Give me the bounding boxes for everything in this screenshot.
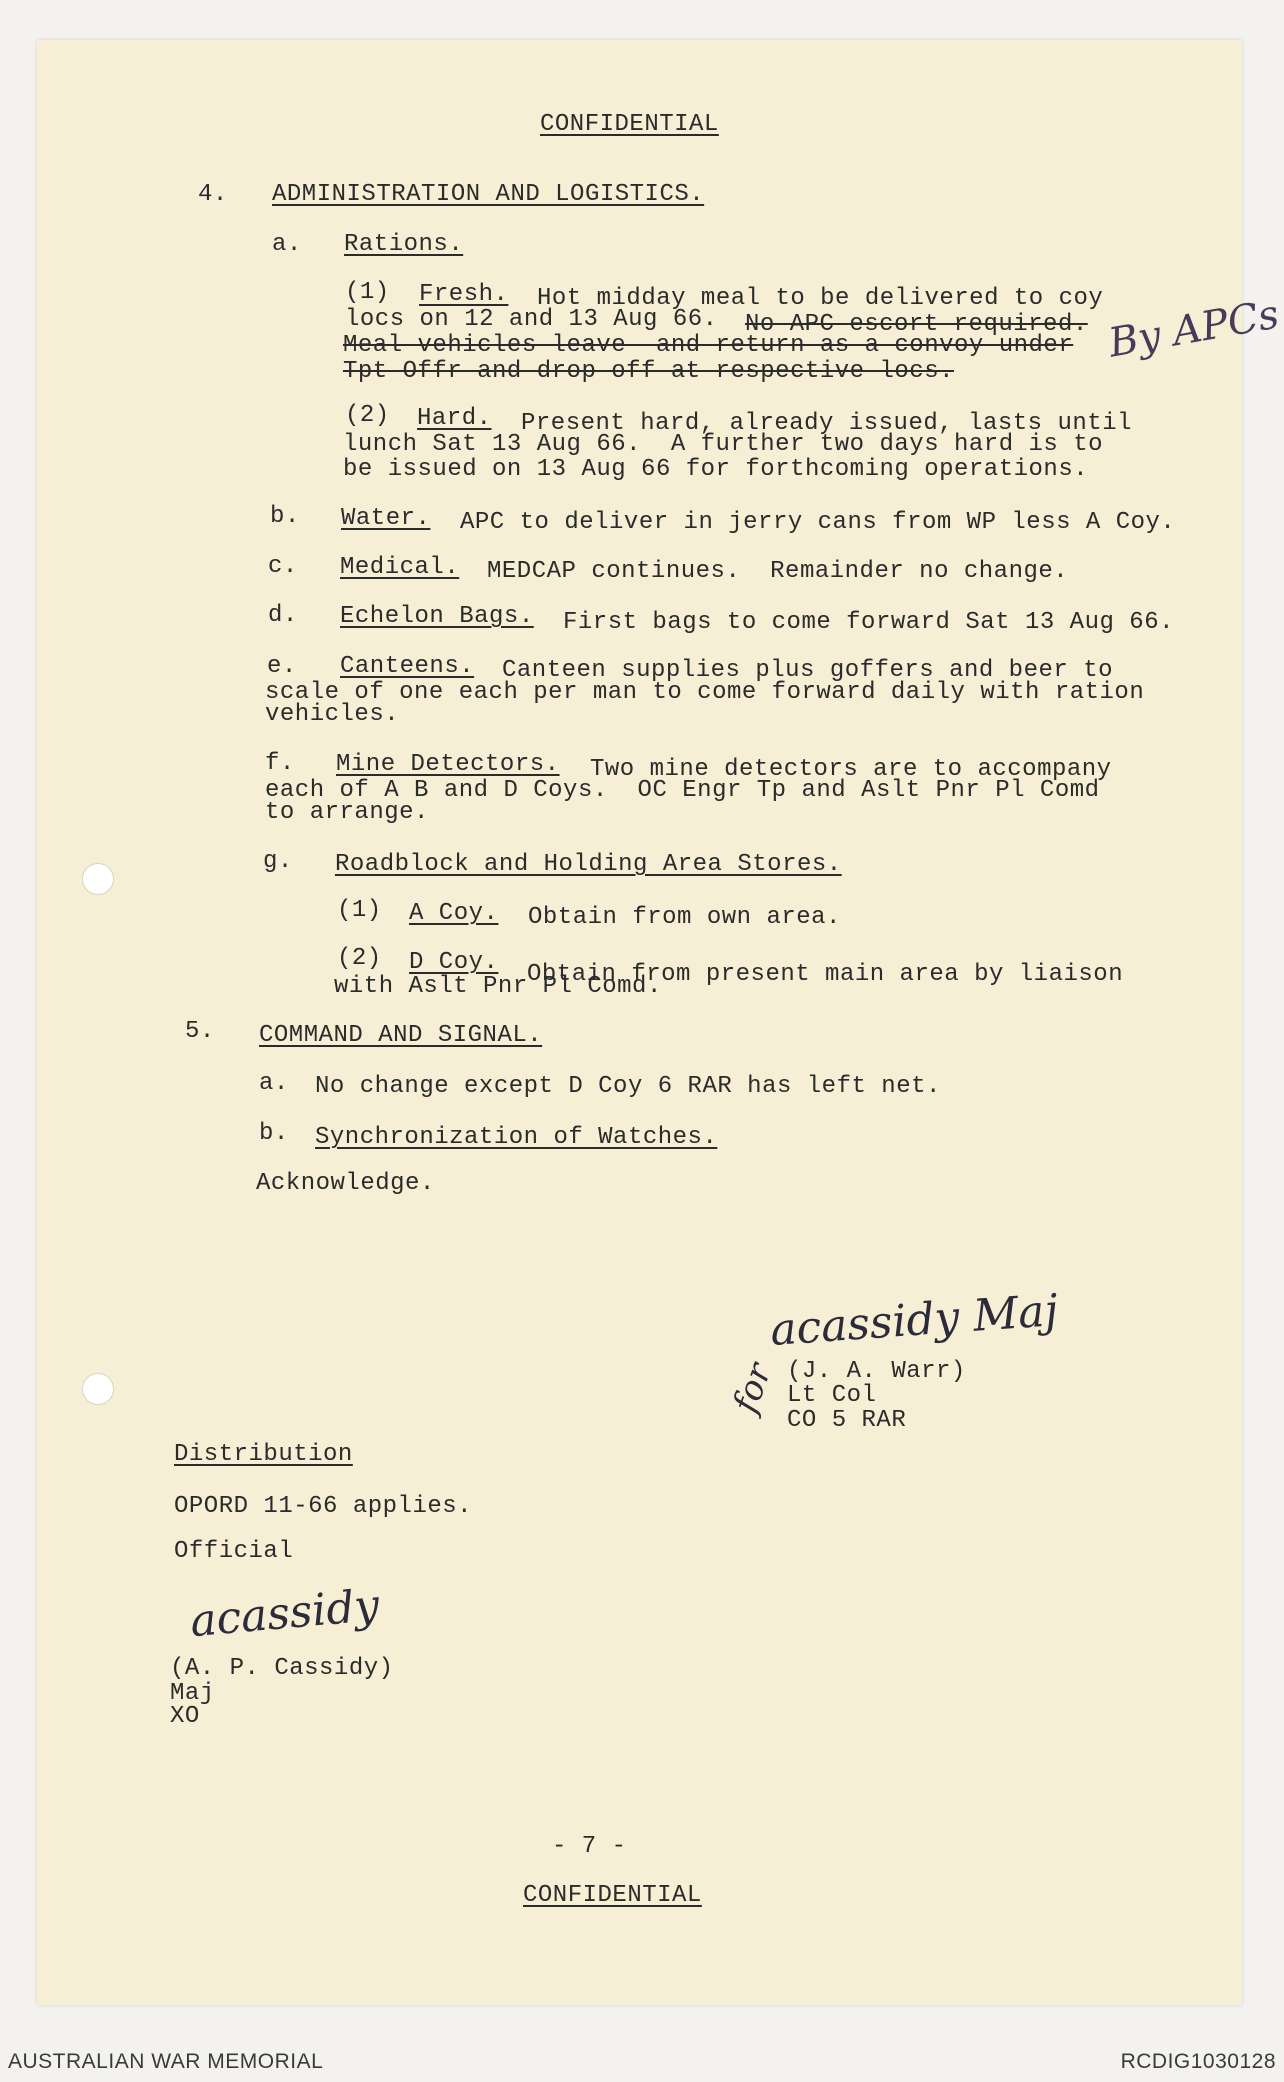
acknowledge-text: Acknowledge. xyxy=(256,1170,435,1197)
para-text: Hot midday meal to be delivered to coy xyxy=(537,285,1104,312)
para-text: be issued on 13 Aug 66 for forthcoming operations. xyxy=(343,456,1089,483)
subpara-number: (2) xyxy=(337,945,382,972)
subpara-number: (2) xyxy=(345,402,390,429)
para-letter: f. xyxy=(265,750,295,777)
official-rank: Maj xyxy=(170,1680,215,1707)
para-text: MEDCAP continues. Remainder no change. xyxy=(487,558,1069,585)
punch-hole xyxy=(82,863,114,895)
page-number: - 7 - xyxy=(552,1833,627,1860)
signature: acassidy Maj xyxy=(768,1285,1060,1356)
para-text: with Aslt Pnr Pl Comd. xyxy=(334,973,662,1000)
subpara-number: (1) xyxy=(345,279,390,306)
archive-id: RCDIG1030128 xyxy=(1120,2050,1276,2073)
para-title: Roadblock and Holding Area Stores. xyxy=(335,851,842,878)
for-annotation: for xyxy=(725,1357,780,1419)
classification-footer: CONFIDENTIAL xyxy=(523,1882,702,1909)
para-text: First bags to come forward Sat 13 Aug 66. xyxy=(563,609,1174,636)
official-appointment: XO xyxy=(170,1703,200,1730)
para-text: locs on 12 and 13 Aug 66. xyxy=(345,306,718,333)
signatory-name: (J. A. Warr) xyxy=(787,1358,966,1385)
distribution-text: OPORD 11-66 applies. xyxy=(174,1493,473,1520)
para-text: No change except D Coy 6 RAR has left net. xyxy=(315,1073,941,1100)
para-text: to arrange. xyxy=(265,799,429,826)
para-text: Obtain from own area. xyxy=(528,904,841,931)
para-title: Rations. xyxy=(344,231,464,258)
official-label: Official xyxy=(174,1538,294,1565)
para-letter: c. xyxy=(268,553,298,580)
para-text: vehicles. xyxy=(265,701,400,728)
para-title: Synchronization of Watches. xyxy=(315,1124,718,1151)
subpara-number: (1) xyxy=(337,897,382,924)
para-text: Obtain from present main area by liaison xyxy=(527,961,1124,988)
para-title: Water. xyxy=(341,505,431,532)
subpara-title: D Coy. xyxy=(409,949,499,976)
para-letter: d. xyxy=(268,602,298,629)
para-title: Mine Detectors. xyxy=(336,751,560,778)
section-number: 5. xyxy=(185,1018,215,1045)
para-letter: a. xyxy=(272,231,302,258)
signatory-appointment: CO 5 RAR xyxy=(787,1407,907,1434)
para-letter: a. xyxy=(259,1070,289,1097)
para-text: each of A B and D Coys. OC Engr Tp and Aslt Pnr Pl Comd xyxy=(265,777,1100,804)
punch-hole xyxy=(82,1373,114,1405)
section-title: ADMINISTRATION AND LOGISTICS. xyxy=(272,181,705,208)
subpara-title: Hard. xyxy=(417,405,492,432)
para-text: Canteen supplies plus goffers and beer to xyxy=(502,657,1113,684)
section-number: 4. xyxy=(198,181,228,208)
para-letter: b. xyxy=(270,503,300,530)
para-text: APC to deliver in jerry cans from WP less A Coy. xyxy=(460,509,1176,536)
para-title: Medical. xyxy=(340,554,460,581)
para-text: lunch Sat 13 Aug 66. A further two days hard is to xyxy=(343,431,1104,458)
archive-label: AUSTRALIAN WAR MEMORIAL xyxy=(8,2050,324,2073)
subpara-title: A Coy. xyxy=(409,900,499,927)
distribution-title: Distribution xyxy=(174,1441,353,1468)
struck-text: Meal vehicles leave and return as a convoy under xyxy=(343,332,1074,359)
para-text: Present hard, already issued, lasts until xyxy=(521,410,1132,437)
para-letter: e. xyxy=(267,653,297,680)
struck-text: Tpt Offr and drop off at respective locs. xyxy=(343,358,954,385)
signature: acassidy xyxy=(188,1579,382,1648)
para-title: Echelon Bags. xyxy=(340,603,534,630)
struck-text: No APC escort required. xyxy=(745,311,1088,338)
para-text: scale of one each per man to come forward daily with ration xyxy=(265,679,1145,706)
official-name: (A. P. Cassidy) xyxy=(170,1655,394,1682)
para-letter: b. xyxy=(259,1120,289,1147)
classification-header: CONFIDENTIAL xyxy=(540,111,719,138)
signatory-rank: Lt Col xyxy=(787,1382,877,1409)
subpara-title: Fresh. xyxy=(419,281,509,308)
para-letter: g. xyxy=(263,848,293,875)
para-title: Canteens. xyxy=(340,653,475,680)
para-text: Two mine detectors are to accompany xyxy=(590,756,1112,783)
section-title: COMMAND AND SIGNAL. xyxy=(259,1022,543,1049)
handwritten-annotation: By APCs xyxy=(1105,291,1283,367)
